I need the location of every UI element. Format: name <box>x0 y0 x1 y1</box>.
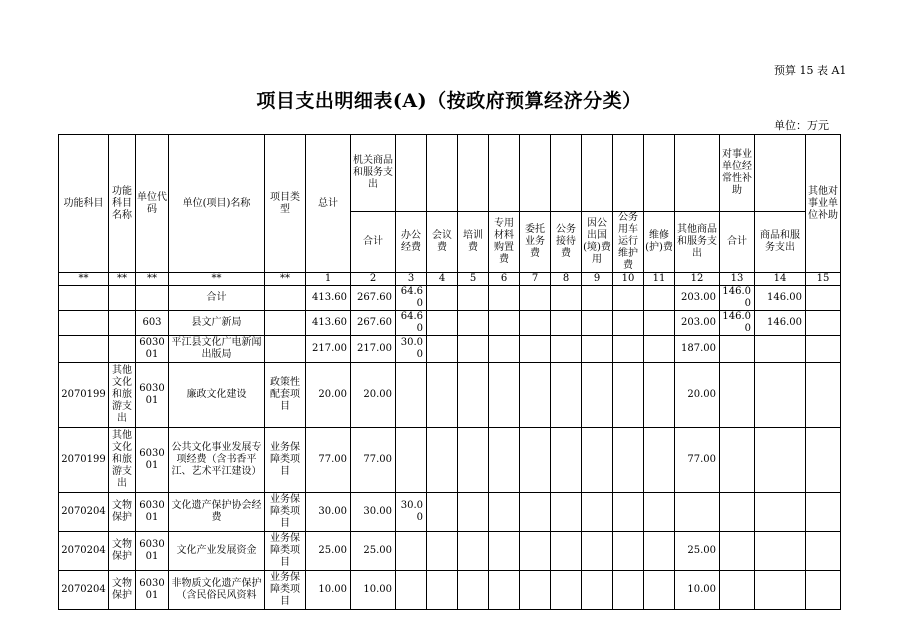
index-cell: ** <box>136 273 169 286</box>
index-cell: ** <box>169 273 265 286</box>
index-cell: 10 <box>613 273 644 286</box>
func-code-cell <box>59 286 109 311</box>
office-cell <box>396 571 427 610</box>
page-title: 项目支出明细表(A)（按政府预算经济分类） <box>256 90 642 112</box>
header-meeting: 会议费 <box>427 212 458 273</box>
subtotal-cell: 77.00 <box>351 428 396 493</box>
unit-code-cell: 603001 <box>136 363 169 428</box>
unit-name-cell: 平江县文化广电新闻出版局 <box>169 336 265 363</box>
unit-name-cell: 公共文化事业发展专项经费（含书香平江、艺术平江建设） <box>169 428 265 493</box>
header-func-subject-name: 功能科目名称 <box>109 135 136 273</box>
index-cell: 2 <box>351 273 396 286</box>
other-goods-cell: 10.00 <box>675 571 720 610</box>
office-cell <box>396 363 427 428</box>
unit-name-cell: 合计 <box>169 286 265 311</box>
header-special-materials: 专用材料购置费 <box>489 212 520 273</box>
header-unit-name: 单位(项目)名称 <box>169 135 265 273</box>
subsidy-goods-cell <box>755 532 806 571</box>
func-code-cell: 2070204 <box>59 571 109 610</box>
header-func-subject: 功能科目 <box>59 135 109 273</box>
unit-code-cell: 603001 <box>136 571 169 610</box>
other-goods-cell: 203.00 <box>675 286 720 311</box>
table-row <box>59 336 841 363</box>
func-code-cell: 2070204 <box>59 493 109 532</box>
header-other-subsidy: 其他对事业单位补助 <box>806 135 841 273</box>
unit-code-cell: 603001 <box>136 428 169 493</box>
subsidy-goods-cell <box>755 493 806 532</box>
unit-name-cell: 文化遗产保护协会经费 <box>169 493 265 532</box>
project-type-cell: 政策性配套项目 <box>265 363 306 428</box>
index-cell: 8 <box>551 273 582 286</box>
unit-name-cell: 非物质文化遗产保护（含民俗民风资料 <box>169 571 265 610</box>
office-cell: 64.60 <box>396 286 427 311</box>
unit-code-cell: 603001 <box>136 532 169 571</box>
unit-name-cell: 文化产业发展资金 <box>169 532 265 571</box>
func-code-cell: 2070199 <box>59 363 109 428</box>
total-cell: 25.00 <box>306 532 351 571</box>
total-cell: 413.60 <box>306 286 351 311</box>
func-code-cell <box>59 311 109 336</box>
func-name-cell <box>109 336 136 363</box>
subsidy-goods-cell <box>755 336 806 363</box>
subsidy-goods-cell: 146.00 <box>755 311 806 336</box>
other-goods-cell: 20.00 <box>675 363 720 428</box>
subsidy-subtotal-cell <box>720 532 755 571</box>
office-cell: 64.60 <box>396 311 427 336</box>
other-goods-cell: 203.00 <box>675 311 720 336</box>
index-cell: 3 <box>396 273 427 286</box>
table-row <box>59 311 841 336</box>
header-reception: 公务接待费 <box>551 212 582 273</box>
index-cell: ** <box>59 273 109 286</box>
subtotal-cell: 267.60 <box>351 286 396 311</box>
index-row <box>59 273 841 286</box>
unit-label: 单位：万元 <box>774 119 829 132</box>
project-type-cell <box>265 336 306 363</box>
budget-table <box>58 134 841 610</box>
index-cell: 5 <box>458 273 489 286</box>
header-training: 培训费 <box>458 212 489 273</box>
index-cell: 12 <box>675 273 720 286</box>
table-row <box>59 571 841 610</box>
total-cell: 77.00 <box>306 428 351 493</box>
office-cell: 30.00 <box>396 336 427 363</box>
index-cell: 11 <box>644 273 675 286</box>
header-org-goods-group: 机关商品和服务支出 <box>351 135 396 212</box>
other-goods-cell: 187.00 <box>675 336 720 363</box>
unit-name-cell: 县文广新局 <box>169 311 265 336</box>
func-name-cell <box>109 311 136 336</box>
header-subsidy-subtotal: 合计 <box>720 212 755 273</box>
table-row <box>59 532 841 571</box>
total-cell: 20.00 <box>306 363 351 428</box>
index-cell: 1 <box>306 273 351 286</box>
subtotal-cell: 10.00 <box>351 571 396 610</box>
subsidy-subtotal-cell <box>720 571 755 610</box>
table-row <box>59 363 841 428</box>
func-name-cell: 其他文化和旅游支出 <box>109 428 136 493</box>
project-type-cell: 业务保障类项目 <box>265 532 306 571</box>
unit-code-cell: 603 <box>136 311 169 336</box>
func-name-cell <box>109 286 136 311</box>
header-vehicle: 公务用车运行维护费 <box>613 212 644 273</box>
subtotal-cell: 20.00 <box>351 363 396 428</box>
office-cell <box>396 532 427 571</box>
project-type-cell: 业务保障类项目 <box>265 493 306 532</box>
subsidy-goods-cell <box>755 363 806 428</box>
total-cell: 413.60 <box>306 311 351 336</box>
subsidy-subtotal-cell: 146.00 <box>720 311 755 336</box>
header-subsidy-group: 对事业单位经常性补助 <box>720 135 755 212</box>
header-total: 总计 <box>306 135 351 273</box>
table-row <box>59 493 841 532</box>
subsidy-goods-cell <box>755 428 806 493</box>
func-name-cell: 文物保护 <box>109 532 136 571</box>
table-row <box>59 428 841 493</box>
total-cell: 217.00 <box>306 336 351 363</box>
other-goods-cell <box>675 493 720 532</box>
table-row <box>59 286 841 311</box>
index-cell: 15 <box>806 273 841 286</box>
header-subsidy-goods: 商品和服务支出 <box>755 212 806 273</box>
table-code: 预算 15 表 A1 <box>774 64 847 77</box>
index-cell: 13 <box>720 273 755 286</box>
index-cell: 6 <box>489 273 520 286</box>
header-abroad: 因公出国(境)费用 <box>582 212 613 273</box>
subsidy-subtotal-cell <box>720 493 755 532</box>
other-goods-cell: 77.00 <box>675 428 720 493</box>
total-cell: 10.00 <box>306 571 351 610</box>
func-name-cell: 其他文化和旅游支出 <box>109 363 136 428</box>
index-cell: 4 <box>427 273 458 286</box>
index-cell: 7 <box>520 273 551 286</box>
office-cell: 30.00 <box>396 493 427 532</box>
office-cell <box>396 428 427 493</box>
subtotal-cell: 25.00 <box>351 532 396 571</box>
index-cell: ** <box>109 273 136 286</box>
func-name-cell: 文物保护 <box>109 493 136 532</box>
header-project-type: 项目类型 <box>265 135 306 273</box>
subtotal-cell: 30.00 <box>351 493 396 532</box>
project-type-cell: 业务保障类项目 <box>265 571 306 610</box>
index-cell: 14 <box>755 273 806 286</box>
func-code-cell: 2070204 <box>59 532 109 571</box>
func-code-cell <box>59 336 109 363</box>
index-cell: ** <box>265 273 306 286</box>
subtotal-cell: 217.00 <box>351 336 396 363</box>
subtotal-cell: 267.60 <box>351 311 396 336</box>
subsidy-goods-cell <box>755 571 806 610</box>
unit-code-cell: 603001 <box>136 493 169 532</box>
subsidy-subtotal-cell: 146.00 <box>720 286 755 311</box>
unit-name-cell: 廉政文化建设 <box>169 363 265 428</box>
header-subtotal: 合计 <box>351 212 396 273</box>
subsidy-subtotal-cell <box>720 363 755 428</box>
func-code-cell: 2070199 <box>59 428 109 493</box>
header-unit-code: 单位代码 <box>136 135 169 273</box>
unit-code-cell: 603001 <box>136 336 169 363</box>
index-cell: 9 <box>582 273 613 286</box>
project-type-cell: 业务保障类项目 <box>265 428 306 493</box>
project-type-cell <box>265 286 306 311</box>
project-type-cell <box>265 311 306 336</box>
header-other-goods: 其他商品和服务支出 <box>675 212 720 273</box>
subsidy-goods-cell: 146.00 <box>755 286 806 311</box>
header-entrusted: 委托业务费 <box>520 212 551 273</box>
subsidy-subtotal-cell <box>720 336 755 363</box>
subsidy-subtotal-cell <box>720 428 755 493</box>
header-maintenance: 维修(护)费 <box>644 212 675 273</box>
unit-code-cell <box>136 286 169 311</box>
total-cell: 30.00 <box>306 493 351 532</box>
func-name-cell: 文物保护 <box>109 571 136 610</box>
other-goods-cell: 25.00 <box>675 532 720 571</box>
header-office: 办公经费 <box>396 212 427 273</box>
